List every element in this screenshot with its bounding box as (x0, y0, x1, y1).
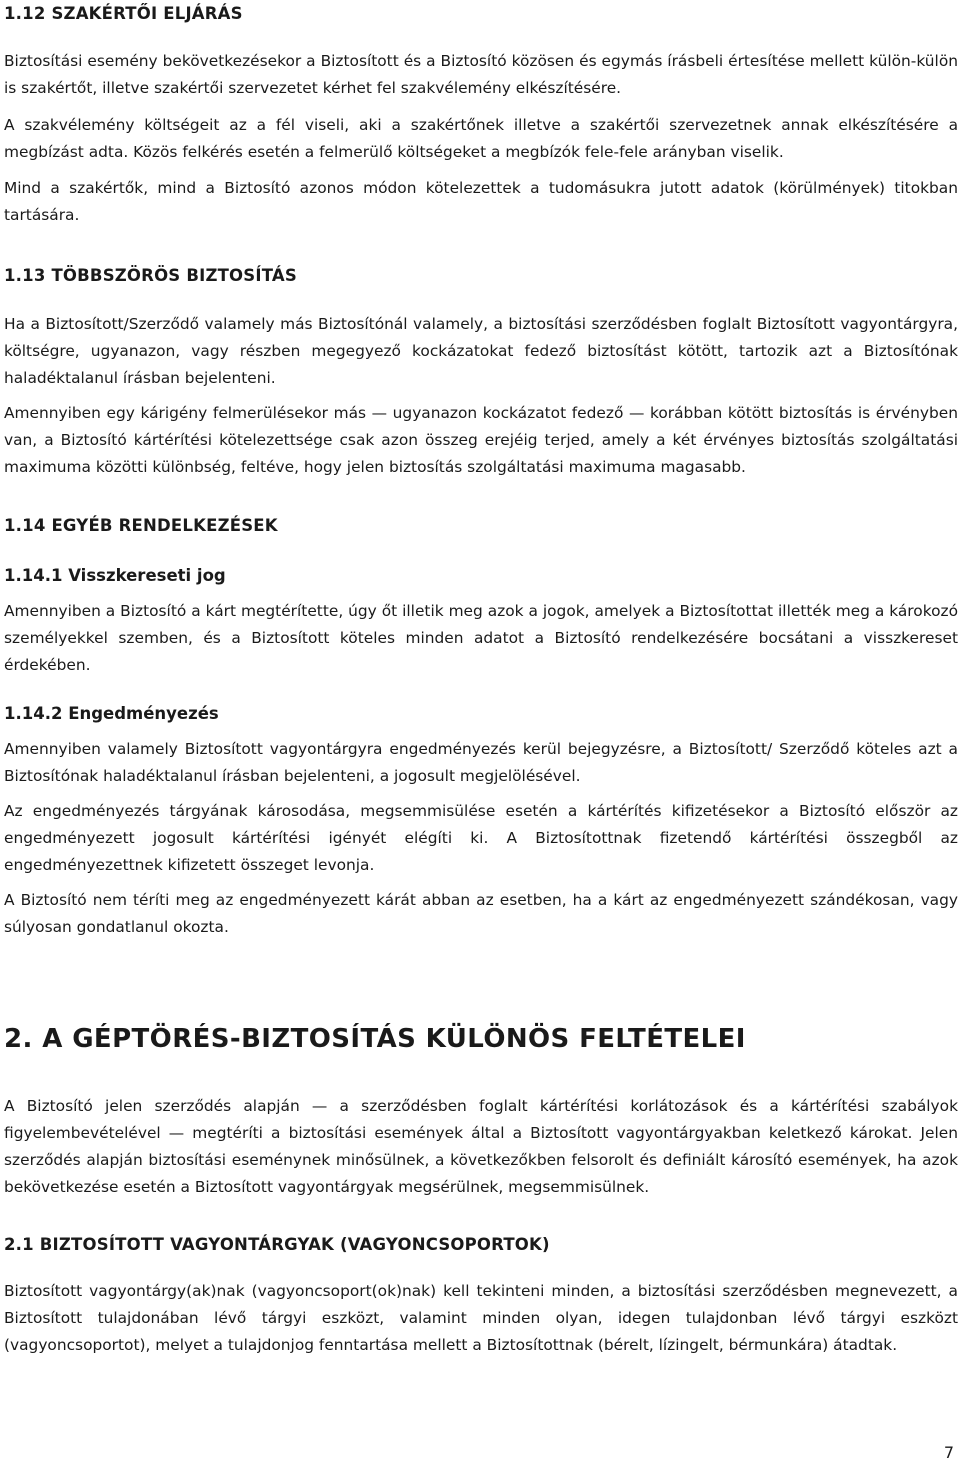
section-1-13-heading: 1.13 TÖBBSZÖRÖS BIZTOSÍTÁS (4, 266, 297, 285)
section-2-1-heading: 2.1 BIZTOSÍTOTT VAGYONTÁRGYAK (VAGYONCSOPORTOK) (4, 1235, 550, 1254)
section-1-13-paragraph-1: Ha a Biztosított/Szerződő valamely más Biztosítónál valamely, a biztosítási szerződésben foglalt Biztosított vagyontárgyra, költségre, ugyanazon, vagy részben megegyező kockázatokat fedező biztosítást kötött, tartozik azt a Biztosítónak haladéktalanul írásban bejelenteni. (4, 315, 958, 387)
section-1-13-paragraph-2: Amennyiben egy kárigény felmerülésekor más — ugyanazon kockázatot fedező — korábban kötött biztosítás is érvényben van, a Biztosító kártérítési kötelezettsége csak azon összeg erejéig terjed, amely a két érvényes biztosítás szolgáltatási maximuma közötti különbség, feltéve, hogy jelen biztosítás szolgáltatási maximuma magasabb. (4, 404, 958, 476)
chapter-2-heading: 2. A GÉPTÖRÉS-BIZTOSÍTÁS KÜLÖNÖS FELTÉTELEI (4, 1024, 746, 1054)
section-1-12-paragraph-2: A szakvélemény költségeit az a fél viseli, aki a szakértőnek illetve a szakértői szervezetnek annak elkészítésére a megbízást adta. Közös felkérés esetén a felmerülő költségeket a megbízók fele-fele arányban viselik. (4, 116, 958, 161)
section-1-14-2-paragraph-1: Amennyiben valamely Biztosított vagyontárgyra engedményezés kerül bejegyzésre, a Biztosított/ Szerződő köteles azt a Biztosítónak haladéktalanul írásban bejelenteni, a jogosult megjelölésével. (4, 740, 958, 785)
section-1-12-paragraph-3: Mind a szakértők, mind a Biztosító azonos módon kötelezettek a tudomásukra jutott adatok (körülmények) titokban tartására. (4, 179, 958, 224)
section-1-14-2-heading: 1.14.2 Engedményezés (4, 704, 219, 723)
section-1-14-2-paragraph-3: A Biztosító nem téríti meg az engedményezett kárát abban az esetben, ha a kárt az engedményezett szándékosan, vagy súlyosan gondatlanul okozta. (4, 891, 958, 936)
chapter-2-paragraph: A Biztosító jelen szerződés alapján — a szerződésben foglalt kártérítési korlátozások és a kártérítési szabályok figyelembevételével — megtéríti a biztosítási események által a Biztosított vagyontárgyakban keletkező károkat. Jelen szerződés alapján biztosítási eseménynek minősülnek, a következőkben felsorolt és definiált károsító események, ha azok bekövetkezése esetén a Biztosított vagyontárgyak megsérülnek, megsemmisülnek. (4, 1097, 958, 1196)
section-1-12-heading: 1.12 SZAKÉRTŐI ELJÁRÁS (4, 4, 243, 23)
page-number: 7 (943, 1443, 954, 1462)
section-1-14-heading: 1.14 EGYÉB RENDELKEZÉSEK (4, 516, 278, 535)
section-2-1-paragraph: Biztosított vagyontárgy(ak)nak (vagyoncsoport(ok)nak) kell tekinteni minden, a biztosítási szerződésben megnevezett, a Biztosított tulajdonában lévő tárgyi eszközt, valamint minden olyan, idegen tulajdonban lévő tárgyi eszközt (vagyoncsoportot), melyet a tulajdonjog fenntartása mellett a Biztosítottnak (bérelt, lízingelt, bérmunkára) átadtak. (4, 1282, 958, 1354)
section-1-14-1-paragraph: Amennyiben a Biztosító a kárt megtérítette, úgy őt illetik meg azok a jogok, amelyek a Biztosítottat illették meg a károkozó személyekkel szemben, és a Biztosított köteles minden adatot a Biztosító rendelkezésére bocsátani a visszkereset érdekében. (4, 602, 958, 674)
section-1-12-paragraph-1: Biztosítási esemény bekövetkezésekor a Biztosított és a Biztosító közösen és egymás írásbeli értesítése mellett külön-külön is szakértőt, illetve szakértői szervezetet kérhet fel szakvélemény elkészítésére. (4, 52, 958, 97)
section-1-14-1-heading: 1.14.1 Visszkereseti jog (4, 566, 226, 585)
section-1-14-2-paragraph-2: Az engedményezés tárgyának károsodása, megsemmisülése esetén a kártérítés kifizetésekor a Biztosító először az engedményezett jogosult kártérítési igényét elégíti ki. A Biztosítottnak fizetendő kártérítési összegből az engedményezettnek kifizetett összeget levonja. (4, 802, 958, 874)
